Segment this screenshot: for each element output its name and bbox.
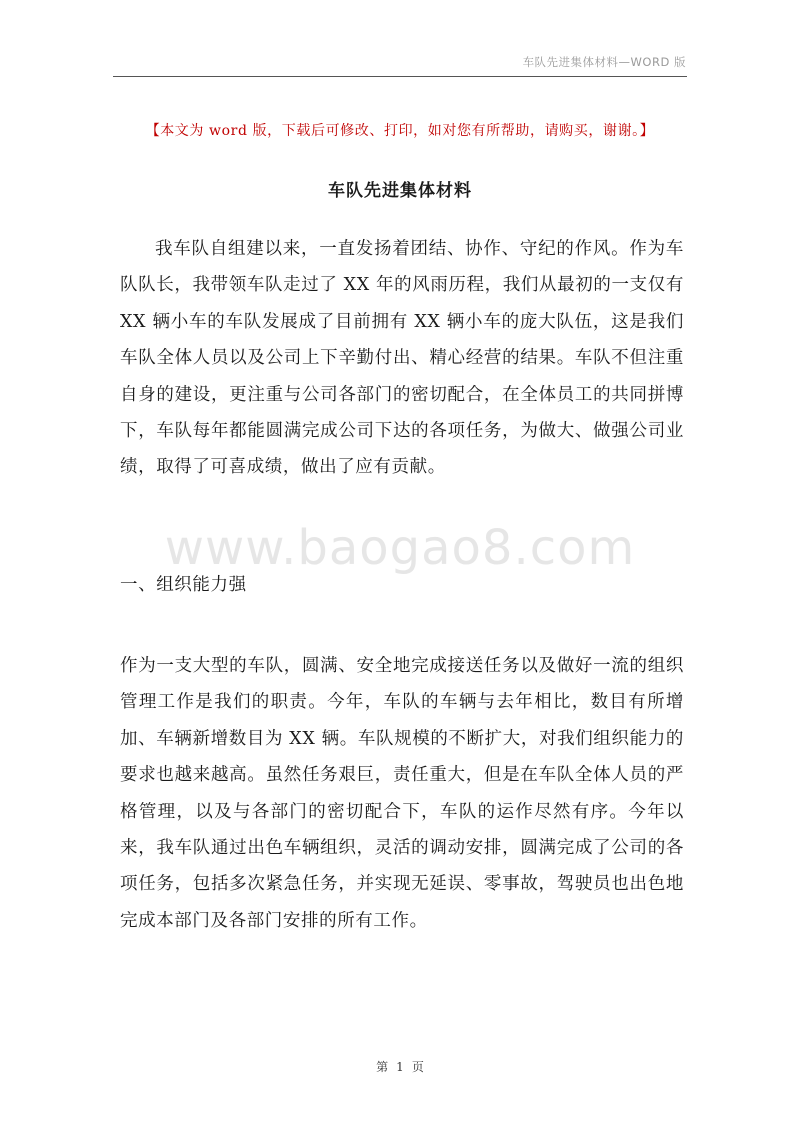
section-heading-1: 一、组织能力强	[120, 575, 247, 595]
body-paragraph-1: 我车队自组建以来，一直发扬着团结、协作、守纪的作风。作为车队队长，我带领车队走过了 XX 年的风雨历程，我们从最初的一支仅有 XX 辆小车的车队发展成了目前拥有 XX 辆小车的庞大队伍，这是我们车队全体人员以及公司上下辛勤付出、精心经营的结果。车队不但注重自身的建设，更注重与公司各部门的密切配合，在全体员工的共同拼博下，车队每年都能圆满完成公司下达的各项任务，为做大、做强公司业绩，取得了可喜成绩，做出了应有贡献。	[120, 239, 684, 478]
page-number-footer	[0, 1058, 800, 1075]
page-number: 1	[396, 1060, 404, 1074]
body-paragraph-2: 作为一支大型的车队，圆满、安全地完成接送任务以及做好一流的组织管理工作是我们的职责。今年，车队的车辆与去年相比，数目有所增加、车辆新增数目为 XX 辆。车队规模的不断扩大，对我们组织能力的要求也越来越高。虽然任务艰巨，责任重大，但是在车队全体人员的严格管理，以及与各部门的密切配合下，车队的运作尽然有序。今年以来，我车队通过出色车辆组织，灵活的调动安排，圆满完成了公司的各项任务，包括多次紧急任务，并实现无延误、零事故，驾驶员也出色地完成本部门及各部门安排的所有工作。	[120, 656, 684, 931]
running-header: 车队先进集体材料—WORD 版	[522, 55, 686, 69]
purchase-notice: 【本文为 word 版，下载后可修改、打印，如对您有所帮助，请购买，谢谢。】	[145, 123, 655, 139]
document-title: 车队先进集体材料	[328, 181, 472, 201]
watermark: www.baogao8.com	[164, 520, 636, 576]
page-suffix: 页	[411, 1060, 424, 1074]
page-prefix: 第	[376, 1060, 389, 1074]
header-divider	[113, 76, 687, 77]
